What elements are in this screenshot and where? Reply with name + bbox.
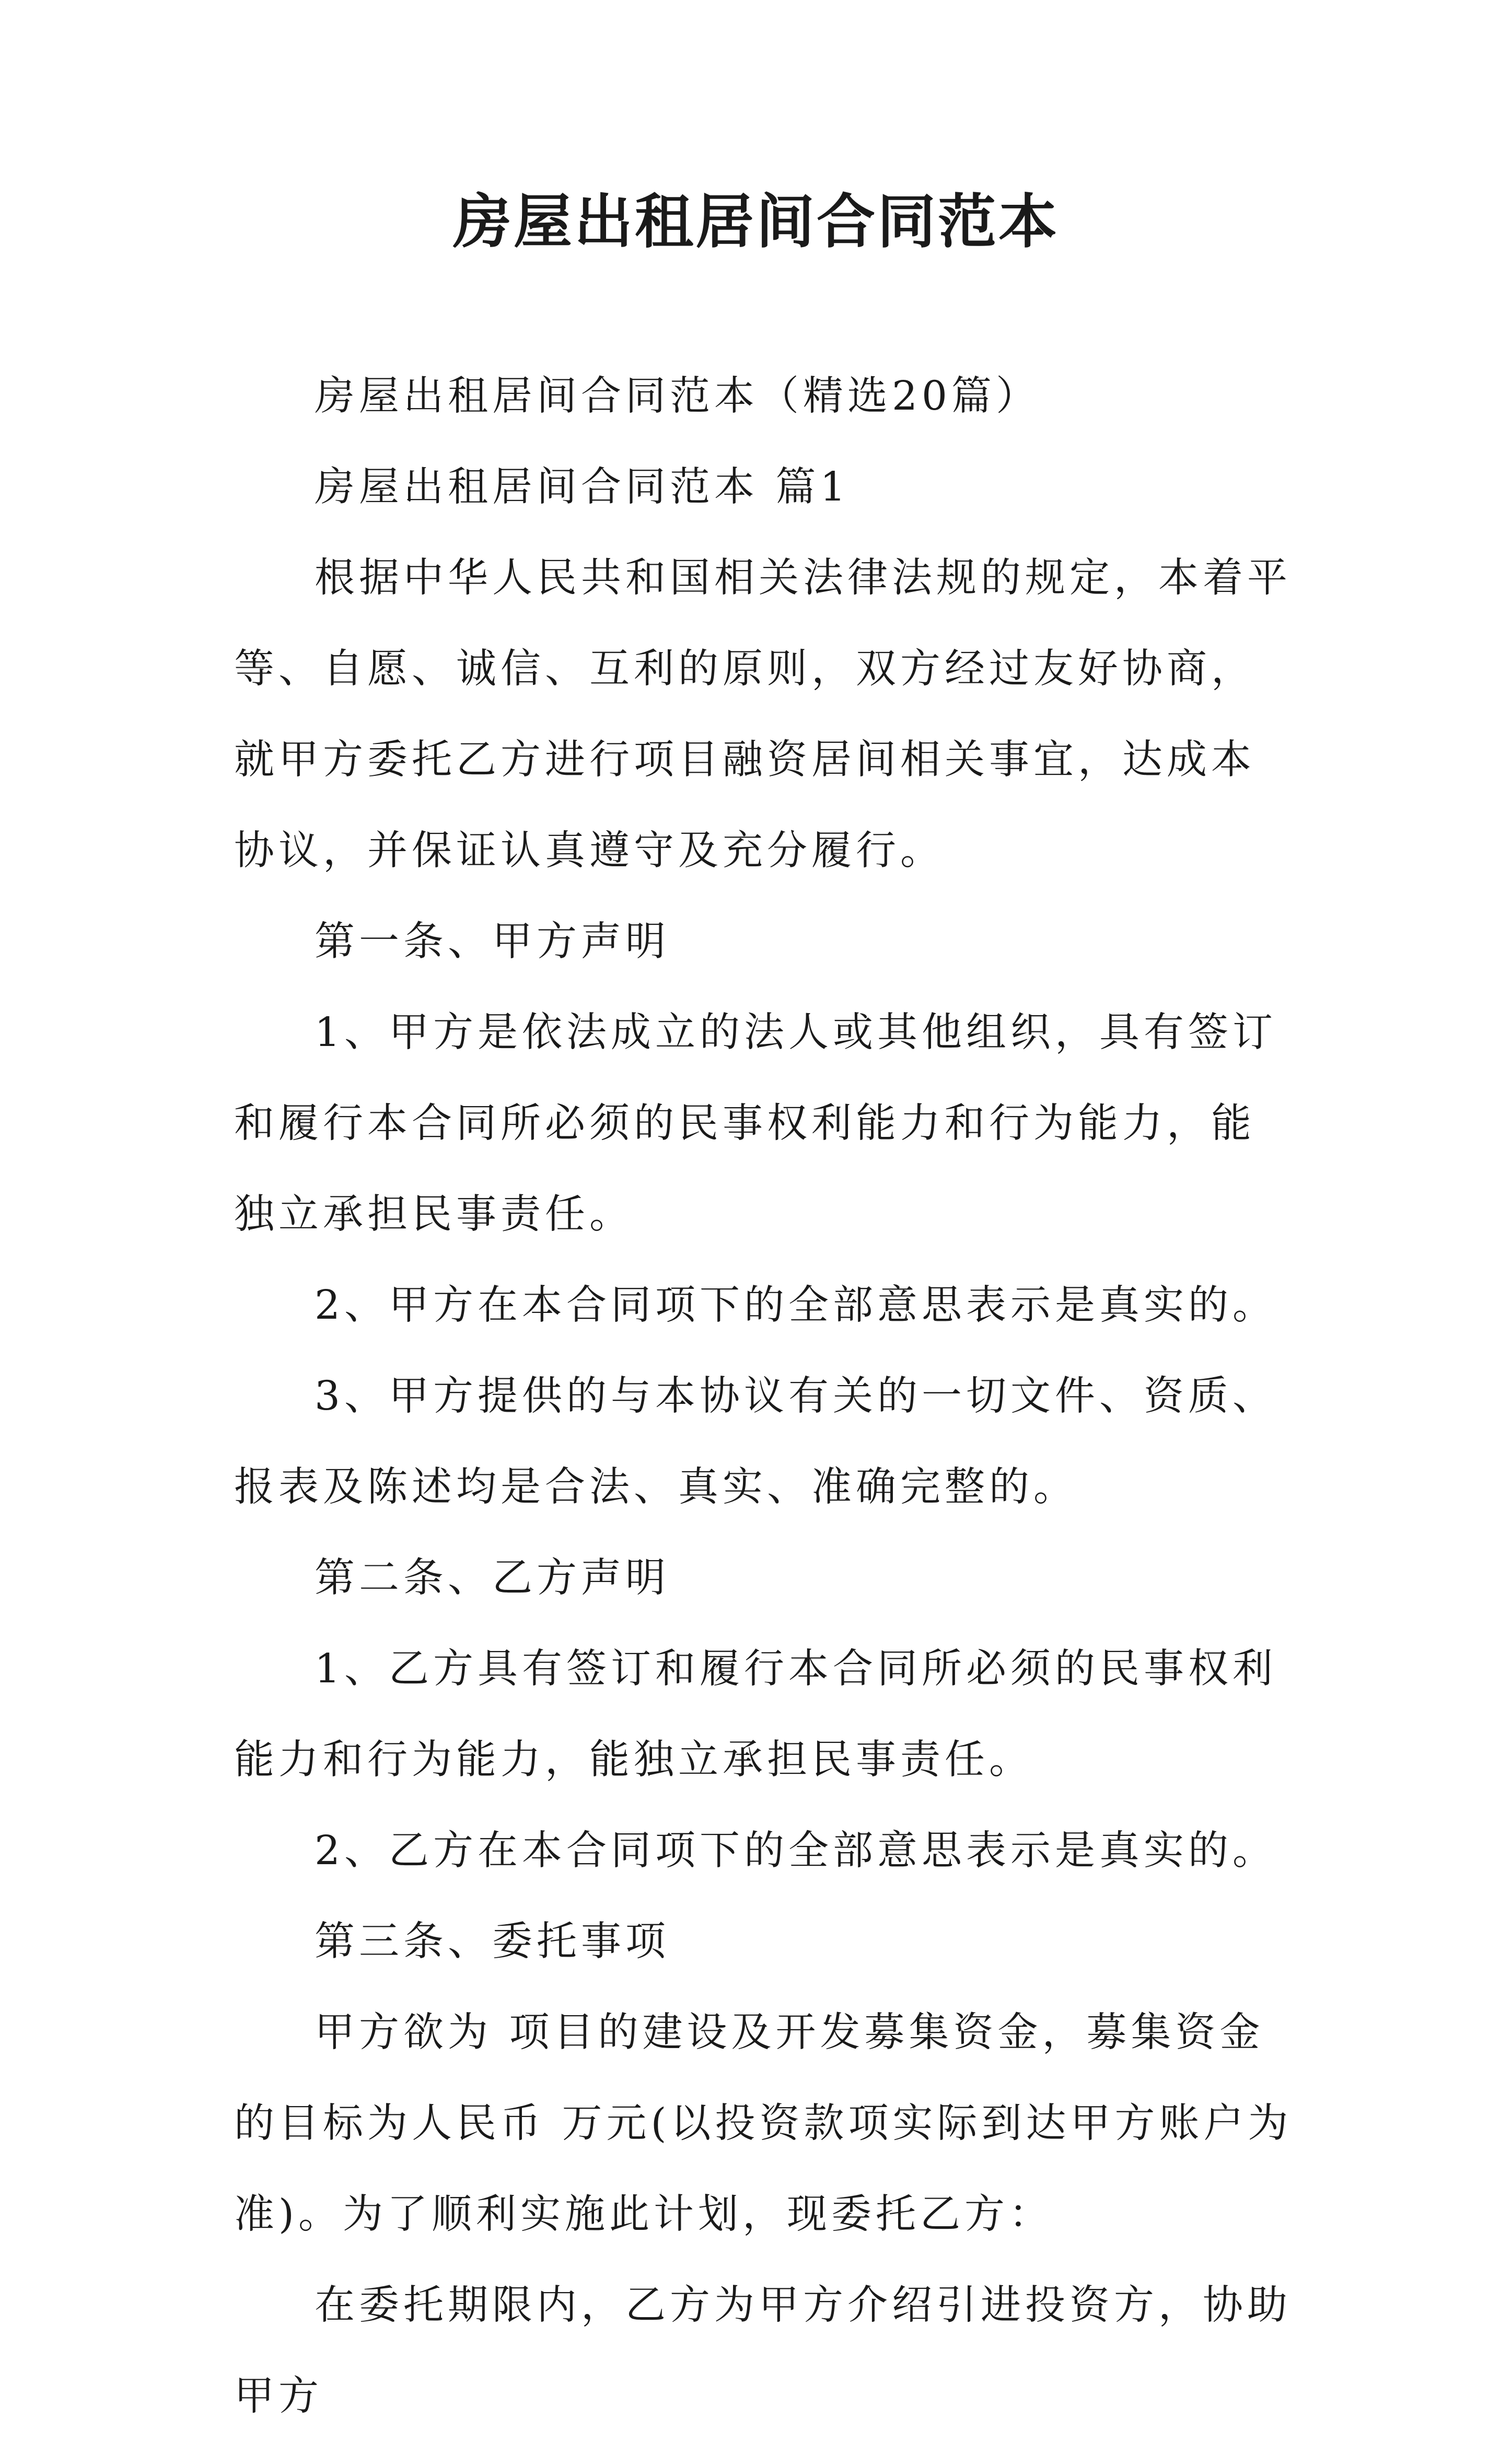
article-3-text: 甲方欲为 项目的建设及开发募集资金，募集资金的目标为人民币 万元(以投资款项实际到达甲方账户为准)。为了顺利实施此计划，现委托乙方：	[234, 2009, 1293, 2238]
article-2-clause-1: 1、乙方具有签订和履行本合同所必须的民事权利能力和行为能力，能独立承担民事责任。	[234, 1646, 1277, 1783]
document-title: 房屋出租居间合同范本	[453, 188, 1059, 256]
article-1-heading: 第一条、甲方声明	[315, 918, 670, 965]
article-1-clause-1: 1、甲方是依法成立的法人或其他组织，具有签订和履行本合同所必须的民事权利能力和行为能力，能独立承担民事责任。	[234, 1009, 1277, 1238]
article-3-heading: 第三条、委托事项	[315, 1918, 670, 1965]
article-1-clause-3: 3、甲方提供的与本协议有关的一切文件、资质、报表及陈述均是合法、真实、准确完整的。	[234, 1373, 1277, 1510]
paragraph-section-heading: 房屋出租居间合同范本 篇1	[315, 464, 850, 510]
paragraph-preamble: 根据中华人民共和国相关法律法规的规定，本着平等、自愿、诚信、互利的原则，双方经过友好协商，就甲方委托乙方进行项目融资居间相关事宜，达成本协议，并保证认真遵守及充分履行。	[234, 555, 1292, 874]
article-1-clause-2: 2、甲方在本合同项下的全部意思表示是真实的。	[315, 1282, 1277, 1329]
document-body	[234, 351, 1298, 2442]
paragraph-subtitle: 房屋出租居间合同范本（精选20篇）	[315, 373, 1040, 420]
article-2-heading: 第二条、乙方声明	[315, 1555, 670, 1601]
article-3-continuation: 在委托期限内，乙方为甲方介绍引进投资方，协助甲方	[234, 2282, 1292, 2420]
article-2-clause-2: 2、乙方在本合同项下的全部意思表示是真实的。	[315, 1828, 1277, 1874]
